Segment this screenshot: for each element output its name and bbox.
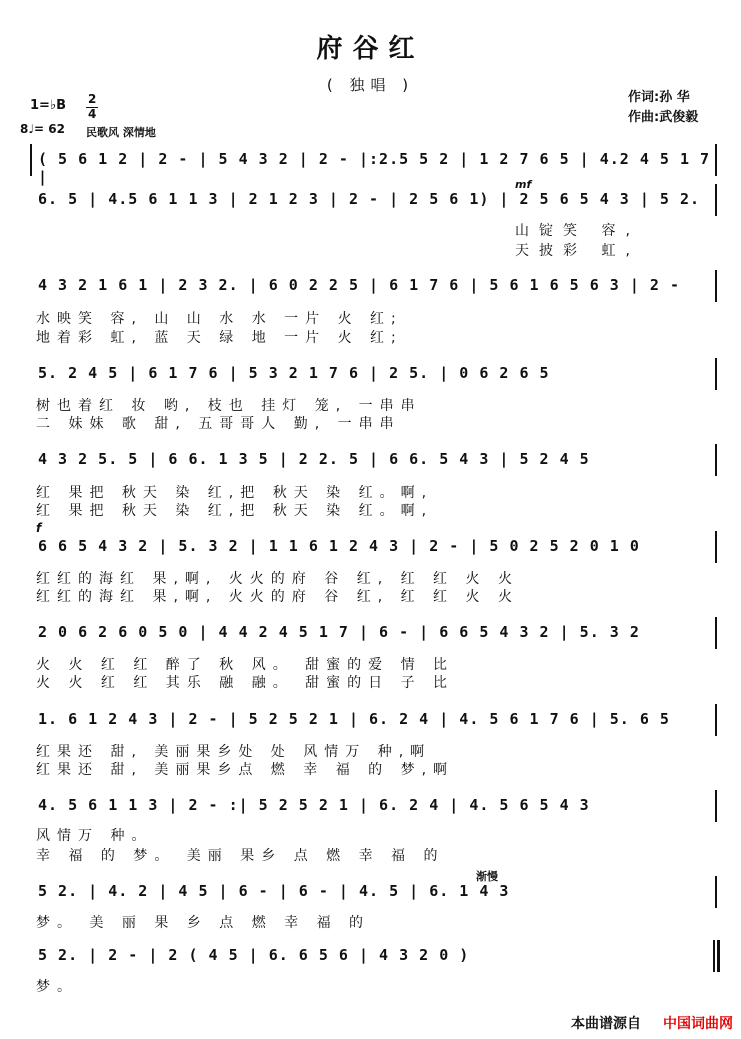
- time-signature-bottom: 4: [88, 107, 97, 121]
- composer-credit: 作曲:武俊毅: [628, 110, 699, 125]
- system-6-notes: 6 6 5 4 3 2 | 5. 3 2 | 1 1 6 1 2 4 3 | 2 - | 5 0 2 5 2 0 1 0: [38, 537, 640, 555]
- system-11-notes: 5 2. | 2 - | 2 ( 4 5 | 6. 6 5 6 | 4 3 2 0 ): [38, 946, 470, 964]
- lyric-line: 火 火 红 红 其乐 融 融。 甜蜜的日 子 比: [36, 675, 455, 691]
- barline: [715, 531, 717, 563]
- dynamic-mf: mf: [515, 178, 532, 191]
- system-2-notes: 6. 5 | 4.5 6 1 1 3 | 2 1 2 3 | 2 - | 2 5 6 1) | 2 5 6 5 4 3 | 5 2.: [38, 190, 701, 208]
- system-10-notes: 5 2. | 4. 2 | 4 5 | 6 - | 6 - | 4. 5 | 6. 1 4 3: [38, 882, 510, 900]
- time-signature-top: 2: [88, 92, 97, 106]
- song-title: 府谷红: [316, 34, 425, 64]
- lyric-line: 梦。: [36, 979, 78, 995]
- barline: [715, 144, 717, 176]
- barline: [715, 704, 717, 736]
- system-4-notes: 5. 2 4 5 | 6 1 7 6 | 5 3 2 1 7 6 | 2 5. | 0 6 2 6 5: [38, 364, 550, 382]
- lyric-line: 红 果把 秋天 染 红,把 秋天 染 红。啊,: [36, 485, 434, 501]
- staff-system-1: [30, 150, 715, 186]
- lyric-line: 天披彩 虹,: [515, 243, 640, 259]
- lyric-line: 地着彩 虹, 蓝 天 绿 地 一片 火 红;: [36, 330, 403, 346]
- tempo-change-marking: 渐慢: [476, 870, 498, 883]
- system-3-notes: 4 3 2 1 6 1 | 2 3 2. | 6 0 2 2 5 | 6 1 7 6 | 5 6 1 6 5 6 3 | 2 -: [38, 276, 680, 294]
- lyric-line: 梦。 美 丽 果 乡 点 燃 幸 福 的: [36, 915, 371, 931]
- system-1-notes: ( 5 6 1 2 | 2 - | 5 4 3 2 | 2 - |:2.5 5 2 | 1 2 7 6 5 | 4.2 4 5 1 7 |: [38, 150, 711, 186]
- staff-system-5: [30, 450, 715, 486]
- barline: [715, 270, 717, 302]
- source-label: 本曲谱源自: [571, 1016, 641, 1032]
- staff-system-11: [30, 946, 715, 982]
- final-barline: [713, 940, 715, 972]
- tempo-marking: 8♩= 62: [20, 122, 65, 136]
- system-7-notes: 2 0 6 2 6 0 5 0 | 4 4 2 4 5 1 7 | 6 - | 6 6 5 4 3 2 | 5. 3 2: [38, 623, 640, 641]
- source-site[interactable]: 中国词曲网: [663, 1016, 733, 1032]
- lyric-line: 幸 福 的 梦。 美丽 果乡 点 燃 幸 福 的: [36, 848, 445, 864]
- lyric-line: 红果还 甜, 美丽果乡处 处 风情万 种,啊: [36, 744, 432, 760]
- system-9-notes: 4. 5 6 1 1 3 | 2 - :| 5 2 5 2 1 | 6. 2 4 | 4. 5 6 5 4 3: [38, 796, 590, 814]
- style-marking: 民歌风 深情地: [86, 126, 156, 139]
- system-8-notes: 1. 6 1 2 4 3 | 2 - | 5 2 5 2 1 | 6. 2 4 | 4. 5 6 1 7 6 | 5. 6 5: [38, 710, 670, 728]
- lyric-line: 红红的海红 果,啊, 火火的府 谷 红, 红 红 火 火: [36, 571, 519, 587]
- lyric-line: 树也着红 妆 哟, 枝也 挂灯 笼, 一串串: [36, 398, 422, 414]
- lyric-line: 火 火 红 红 醉了 秋 风。 甜蜜的爱 情 比: [36, 657, 455, 673]
- lyric-line: 山锭笑 容,: [515, 223, 640, 239]
- barline: [715, 876, 717, 908]
- barline: [715, 790, 717, 822]
- lyric-line: 风情万 种。: [36, 828, 153, 844]
- barline: [30, 144, 32, 176]
- lyric-line: 红红的海红 果,啊, 火火的府 谷 红, 红 红 火 火: [36, 589, 519, 605]
- lyric-line: 二 妹妹 歌 甜, 五哥哥人 勤, 一串串: [36, 416, 401, 432]
- lyricist-credit: 作词:孙 华: [628, 90, 690, 105]
- final-barline-thick: [717, 940, 720, 972]
- barline: [715, 617, 717, 649]
- song-subtitle: ( 独唱 ): [326, 76, 415, 94]
- lyric-line: 红 果把 秋天 染 红,把 秋天 染 红。啊,: [36, 503, 434, 519]
- barline: [715, 358, 717, 390]
- lyric-line: 红果还 甜, 美丽果乡点 燃 幸 福 的 梦,啊: [36, 762, 455, 778]
- key-signature: 1=♭B: [30, 98, 66, 113]
- staff-system-3: [30, 276, 715, 312]
- system-5-notes: 4 3 2 5. 5 | 6 6. 1 3 5 | 2 2. 5 | 6 6. 5 4 3 | 5 2 4 5: [38, 450, 590, 468]
- dynamic-f: f: [36, 521, 42, 535]
- barline: [715, 444, 717, 476]
- barline: [715, 184, 717, 216]
- lyric-line: 水映笑 容, 山 山 水 水 一片 火 红;: [36, 311, 403, 327]
